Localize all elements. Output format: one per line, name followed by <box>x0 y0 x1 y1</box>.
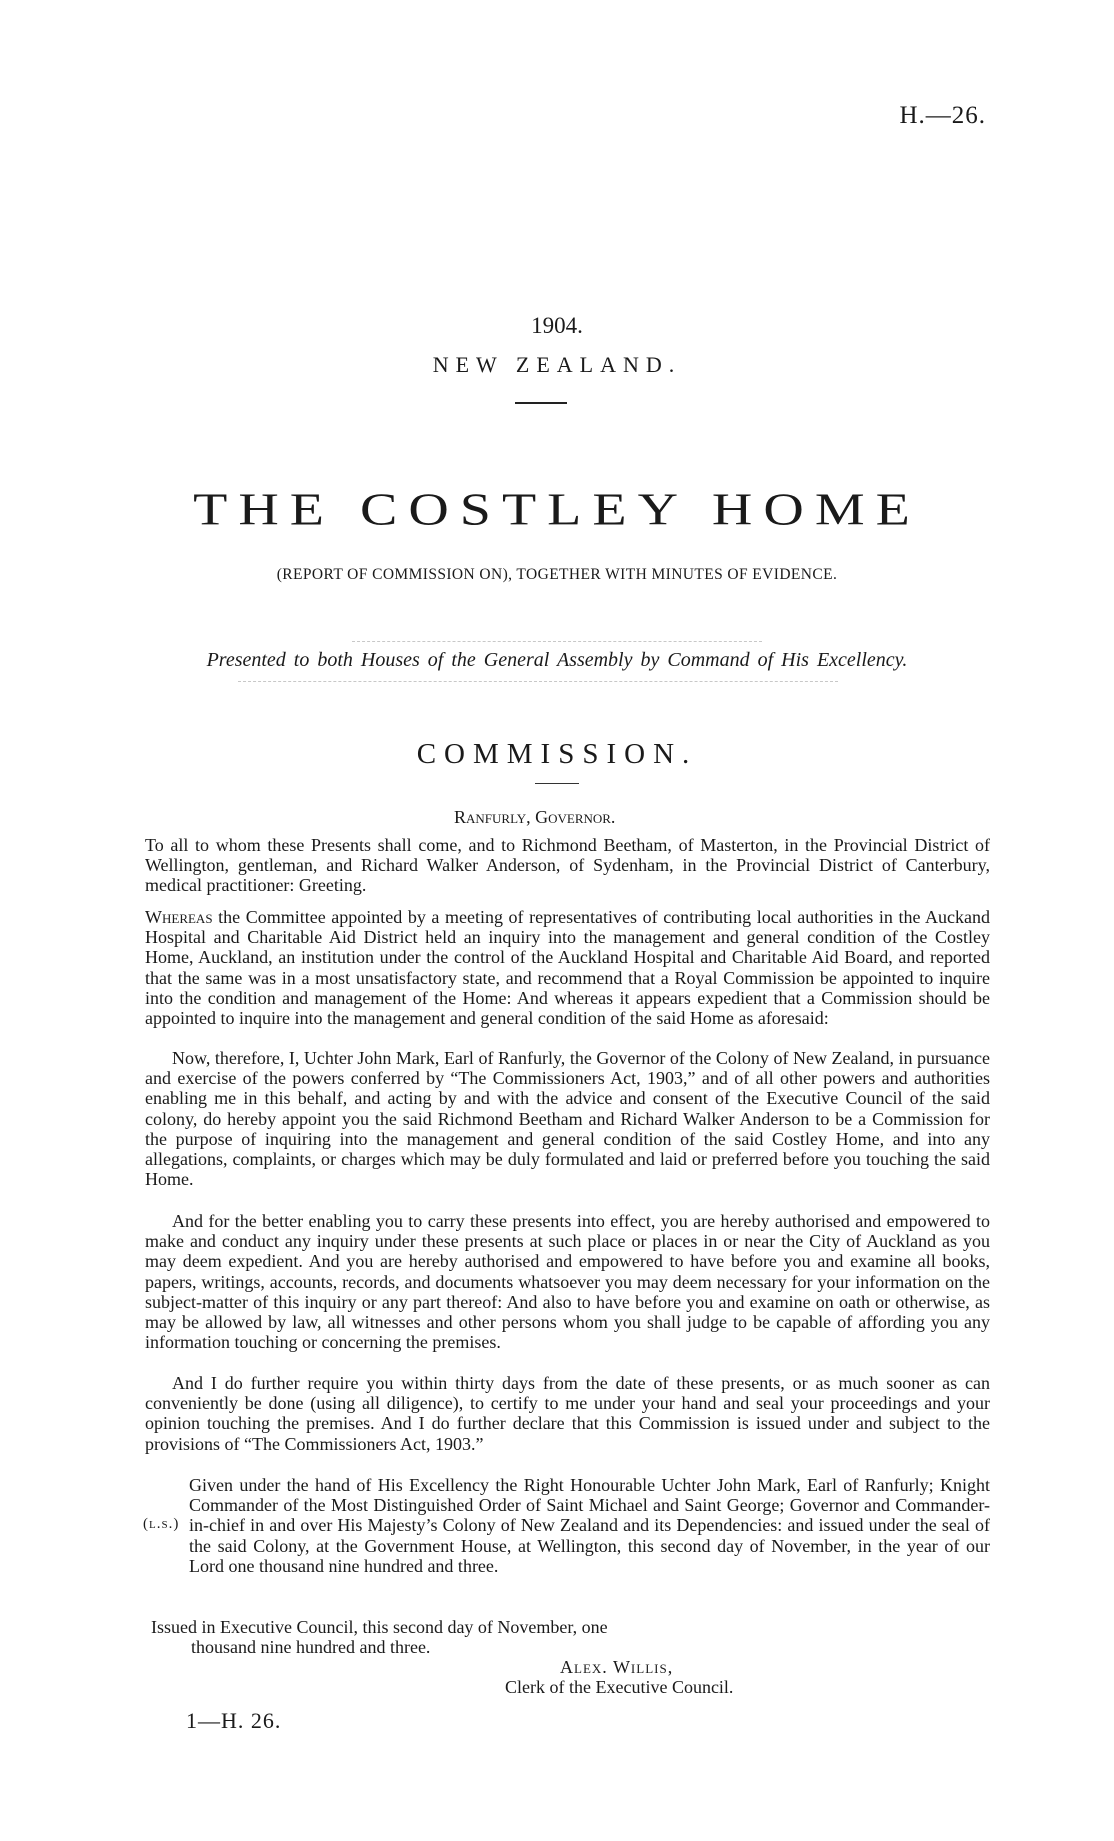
page-folio: 1—H. 26. <box>186 1708 282 1733</box>
given-paragraph <box>189 1475 990 1576</box>
document-subtitle: (REPORT OF COMMISSION ON), TOGETHER WITH MINUTES OF EVIDENCE. <box>276 566 838 583</box>
issued-statement <box>151 1617 751 1657</box>
page-reference: H.—26. <box>899 102 986 129</box>
whereas-text: the Committee appointed by a meeting of representatives of contributing local authorities in the Auckand Hospital and Charitable Aid District held an inquiry into the management and general condition of the Costley Home, Auckland, an institution under the control of the Auckland Hospital and Charitable Aid Board, and reported that the same was in a most unsatisfactory state, and recommend that a Royal Commission be appointed to inquire into the condition and management of the Home: And whereas it appears expedient that a Commission should be appointed to inquire into the management and general condition of the said Home as aforesaid: <box>145 907 990 1029</box>
issued-line-1: Issued in Executive Council, this second day of November, one <box>151 1617 608 1637</box>
seal-label: (l.s.) <box>143 1516 180 1532</box>
governor-signature: Ranfurly, Governor. <box>454 807 616 827</box>
commission-heading: COMMISSION. <box>416 738 698 770</box>
powers-paragraph: And for the better enabling you to carry these presents into effect, you are hereby authorised and empowered to make and conduct any inquiry under these presents at such place or places in or near the City of Auckland as you may deem expedient. And you are hereby authorised and empowered to have before you and examine all books, papers, writings, accounts, records, and documents whatsoever you may deem necessary for your information on the subject-matter of this inquiry or any part thereof: And also to have before you and examine on oath or otherwise, as may be allowed by law, all witnesses and other persons whom you shall judge to be capable of affording you any information touching or concerning the premises. <box>145 1211 990 1353</box>
presented-statement: Presented to both Houses of the General Assembly by Command of His Excellency. <box>206 649 908 671</box>
issued-line-2: thousand nine hundred and three. <box>191 1637 431 1658</box>
heading-rule <box>535 783 579 784</box>
salutation-paragraph <box>145 835 990 896</box>
reporting-paragraph: And I do further require you within thirty days from the date of these presents, or as much sooner as can conveniently be done (using all diligence), to certify to me under your hand and seal your proceedings and your opinion touching the premises. And I do further declare that this Commission is issued under and subject to the provisions of “The Commissioners Act, 1903.” <box>145 1373 990 1454</box>
whereas-lead: Whereas <box>145 907 213 927</box>
whereas-paragraph <box>145 907 990 1028</box>
appointment-paragraph: Now, therefore, I, Uchter John Mark, Earl of Ranfurly, the Governor of the Colony of New Zealand, in pursuance and exercise of the powers conferred by “The Commissioners Act, 1903,” and of all other powers and authorities enabling me in this behalf, and acting by and with the advice and consent of the Executive Council of the said colony, do hereby appoint you the said Richmond Beetham and Richard Walker Anderson to be a Commission for the purpose of inquiring into the management and general condition of the said Costley Home, and into any allegations, complaints, or charges which may be duly formulated and laid or preferred before you touching the said Home. <box>145 1048 990 1190</box>
document-title: THE COSTLEY HOME <box>193 484 921 536</box>
document-country: NEW ZEALAND. <box>432 352 682 377</box>
clerk-title: Clerk of the Executive Council. <box>505 1677 734 1697</box>
salutation-text: To all to whom these Presents shall come, and to Richmond Beetham, of Masterton, in the Provincial District of Wellington, gentleman, and Richard Walker Anderson, of Sydenham, in the Provincial District of Canterbury, medical practitioner: Greeting. <box>145 835 990 896</box>
clerk-name: Alex. Willis, <box>560 1657 674 1677</box>
faint-rule-bottom <box>238 681 838 682</box>
document-year: 1904. <box>531 313 583 338</box>
faint-rule-top <box>352 641 762 642</box>
divider-rule <box>515 402 567 404</box>
given-text: Given under the hand of His Excellency the Right Honourable Uchter John Mark, Earl of Ranfurly; Knight Commander of the Most Distinguished Order of Saint Michael and Saint George; Governor and Commander-in-chief in and over His Majesty’s Colony of New Zealand and its Dependencies: and issued under the seal of the said Colony, at the Government House, at Wellington, this second day of November, in the year of our Lord one thousand nine hundred and three. <box>189 1475 990 1576</box>
